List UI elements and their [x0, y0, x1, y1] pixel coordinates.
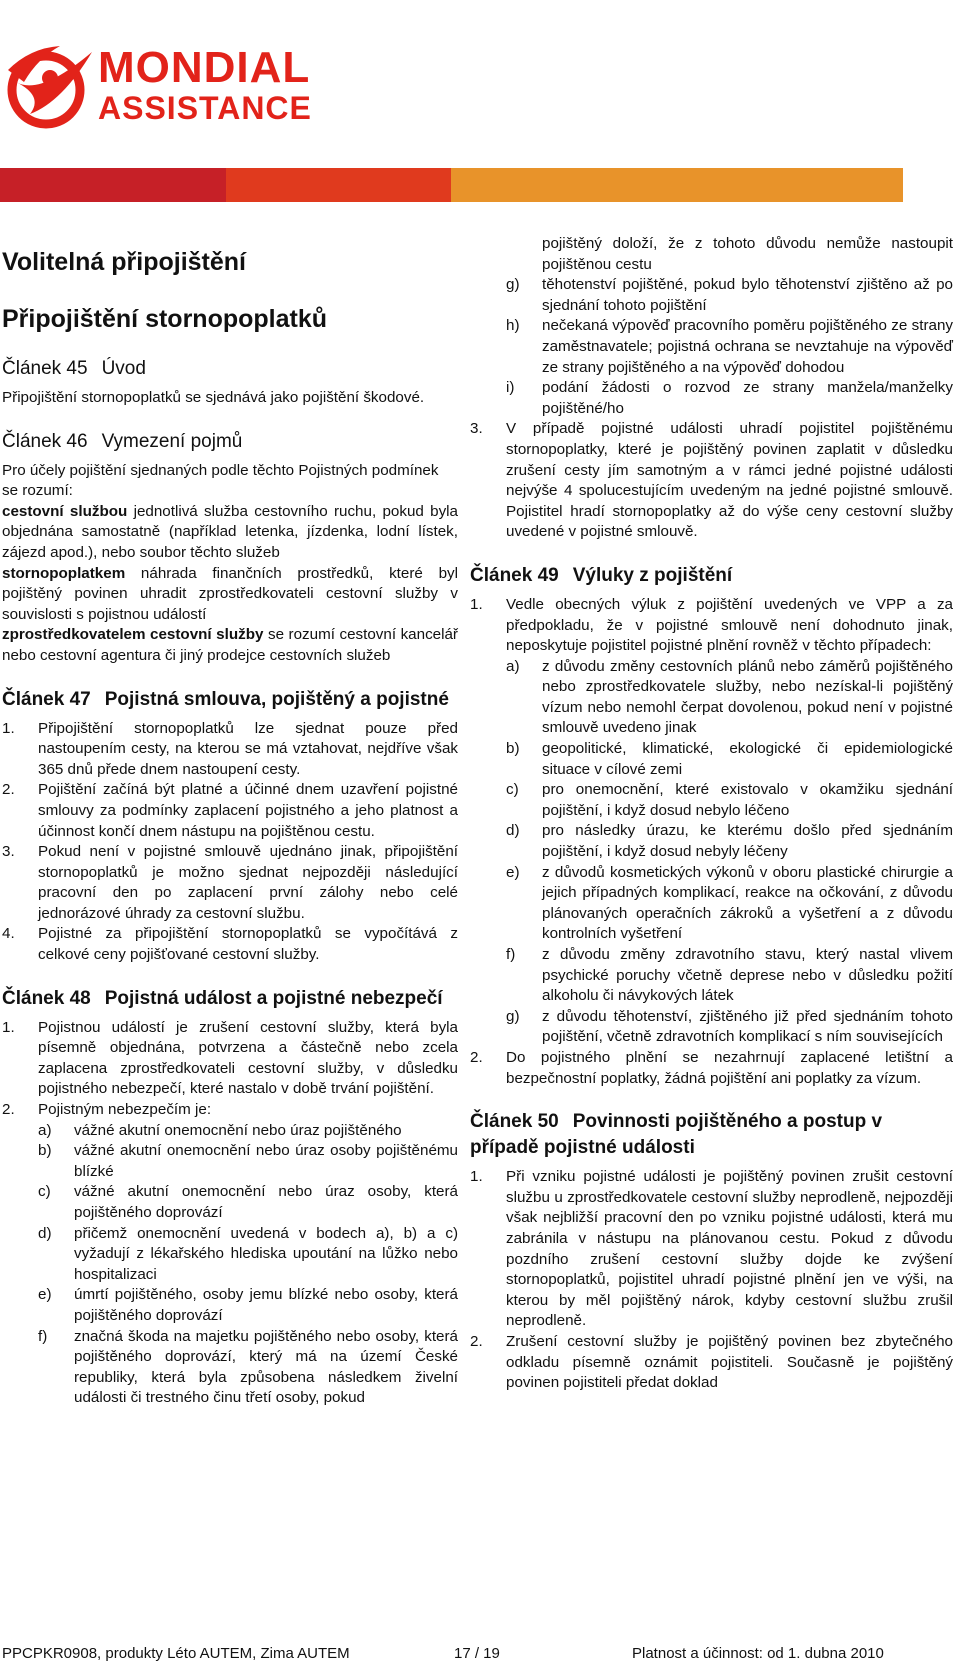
article-number: Článek 48	[2, 987, 91, 1009]
header-band-3	[451, 168, 677, 202]
article-46-heading	[2, 429, 458, 455]
sublist-item-text: vážné akutní onemocnění nebo úraz osoby, která pojištěného doprovází	[74, 1183, 458, 1221]
sublist-marker: g)	[506, 276, 520, 294]
list-item-text: Připojištění stornopoplatků lze sjednat pouze před nastoupením cesty, na kterou se má vztahovat, nejdříve však 365 dnů přede dnem nastoupení cesty.	[38, 719, 458, 778]
sublist-item-text: z důvodů kosmetických výkonů v oboru plastické chirurgie a jejich případných komplikací, reakce na očkování, z důvodu plánovaných operačních zákroků a vyšetření a z důvodu kontrolních vyšetření	[542, 863, 953, 943]
article-number: Článek 49	[470, 564, 559, 586]
list-item	[2, 780, 458, 842]
definition	[2, 564, 458, 626]
footer-validity: Platnost a účinnost: od 1. dubna 2010	[632, 1645, 884, 1662]
list-marker: 1.	[2, 719, 15, 737]
article-title: Vymezení pojmů	[101, 430, 243, 452]
sublist-item	[38, 1121, 458, 1142]
list-item	[2, 924, 458, 965]
article-number: Článek 45	[2, 358, 88, 379]
article-title: Výluky z pojištění	[572, 564, 733, 586]
sublist-marker: e)	[38, 1286, 52, 1304]
sublist-marker: f)	[506, 946, 516, 963]
sublist-marker: c)	[38, 1183, 51, 1201]
sublist-item-text: podání žádosti o rozvod ze strany manžela/manželky pojištěné/ho	[542, 379, 953, 417]
list-item	[2, 719, 458, 781]
sublist-item	[38, 1224, 458, 1286]
list-marker: 3.	[470, 420, 483, 438]
definition-term: cestovní službou	[2, 502, 128, 520]
list-marker: 1.	[470, 1168, 483, 1186]
left-column	[2, 240, 458, 1409]
article-number: Článek 47	[2, 688, 91, 710]
list-item-text: Pojistné za připojištění stornopoplatků se vypočítává z celkové ceny pojišťované cestovní služby.	[38, 925, 458, 964]
sublist-item	[506, 275, 953, 316]
article-49-list	[470, 595, 953, 1089]
sublist-item	[506, 316, 953, 378]
sublist-marker: i)	[506, 379, 515, 397]
sublist-item	[506, 945, 953, 1007]
sublist-item-text: z důvodu změny zdravotního stavu, který nastal vlivem psychické poruchy včetně deprese nebo v důsledku požití alkoholu či návykových látek	[542, 946, 953, 1005]
list-marker: 4.	[2, 925, 15, 943]
article-50-list	[470, 1167, 953, 1394]
continuation-text: pojištěný doloží, že z tohoto důvodu nemůže nastoupit pojištěnou cestu	[542, 235, 953, 273]
sublist-item	[38, 1141, 458, 1182]
definition-text: jednotlivá služba cestovního ruchu, pokud byla objednána samostatně (například letenka, jízdenka, lodní lístek, zájezd apod.), nebo soubor těchto služeb	[2, 502, 458, 561]
article-title: Pojistná smlouva, pojištěný a pojistné	[104, 688, 449, 710]
list-item	[2, 1018, 458, 1100]
subsection-title: Připojištění stornopoplatků	[2, 305, 328, 333]
header-band-2	[226, 168, 451, 202]
sublist-item-text: z důvodu těhotenství, zjištěného již před sjednáním tohoto pojištění, včetně zdravotních komplikací s ním souvisejících	[542, 1007, 953, 1046]
sublist-item-text: nečekaná výpověď pracovního poměru pojištěného ze strany zaměstnavatele; pojistná ochrana se nevztahuje na výpověď ze strany pojištěného a na výpověď dohodou	[542, 317, 953, 376]
list-item	[470, 1048, 953, 1089]
list-item-text: Při vzniku pojistné události je pojištěný povinen zrušit cestovní službu u zprostředkovatele cestovní služby neprodleně, nejpozději však nejbližší pracovní den po vzniku pojistné události, která mu zabránila v nástupu na plánovanou cestu. Pokud z důvodu pozdního zrušení cestovní služby dojde ke zvýšení stornopoplatků, pojistitel uhradí pojistné plnění jen ve výši, na kterou by měl pojištěný nárok, kdyby cestovní službu zrušil neprodleně.	[506, 1168, 953, 1330]
sublist-item	[506, 739, 953, 780]
article-number: Článek 50	[470, 1111, 559, 1133]
sublist-marker: f)	[38, 1327, 48, 1345]
definition	[2, 625, 458, 666]
definition	[2, 502, 458, 564]
sublist-item-text: pro následky úrazu, ke kterému došlo před sjednáním pojištění, i když dosud nebyly léčeny	[542, 822, 953, 861]
list-item-text: V případě pojistné události uhradí pojistitel pojištěnému stornopoplatky, které je pojištěný povinen zaplatit v důsledku zrušení cesty jím samotným a v rámci jedné pojistné události nejvýše 4 spolucestujícím uvedeným na jedné pojistné smlouvě. Pojistitel hradí stornopoplatky až do výše ceny cestovní služby uvedené v pojistné smlouvě.	[506, 420, 953, 541]
article-47-heading	[2, 687, 458, 713]
sublist-marker: c)	[506, 781, 519, 799]
sublist-marker: e)	[506, 863, 520, 881]
sublist-item-text: úmrtí pojištěného, osoby jemu blízké nebo osoby, která pojištěného doprovází	[74, 1286, 458, 1324]
list-item	[2, 842, 458, 924]
hazard-sublist-continued	[506, 275, 953, 419]
right-column	[470, 234, 953, 1394]
sublist-marker: a)	[38, 1121, 52, 1139]
sublist-item	[38, 1285, 458, 1326]
brand-subname: ASSISTANCE	[98, 90, 312, 126]
article-number: Článek 46	[2, 430, 88, 452]
list-item	[470, 595, 953, 1048]
article-48-list-continued	[470, 419, 953, 543]
article-48-list	[2, 1018, 458, 1409]
exclusions-sublist	[506, 657, 953, 1048]
sublist-item	[506, 821, 953, 862]
article-50-heading	[470, 1109, 953, 1161]
article-title: Úvod	[101, 358, 146, 379]
list-marker: 1.	[2, 1018, 15, 1036]
list-marker: 2.	[2, 1101, 15, 1119]
hazard-sublist	[38, 1121, 458, 1409]
list-item-text: Zrušení cestovní služby je pojištěný povinen bez zbytečného odkladu písemně oznámit pojistiteli. Současně je pojištěný povinen pojistiteli předat doklad	[506, 1332, 953, 1392]
sublist-item-text: přičemž onemocnění uvedená v bodech a), b) a c) vyžadují z lékařského hlediska upoutání na lůžko nebo hospitalizaci	[74, 1224, 458, 1283]
list-item-text: Pokud není v pojistné smlouvě ujednáno jinak, připojištění stornopoplatků je možno sjednat nejpozději následující pracovní den po zaplacení první zálohy nebo celé jednorázové úhrady za cestovní službu.	[38, 843, 458, 922]
sublist-item-text: geopolitické, klimatické, ekologické či epidemiologické situace v cílové zemi	[542, 740, 953, 778]
sublist-item	[506, 378, 953, 419]
sublist-item	[506, 657, 953, 739]
article-45-text: Připojištění stornopoplatků se sjednává jako pojištění škodové.	[2, 389, 425, 406]
sublist-item	[506, 863, 953, 945]
sublist-marker: b)	[506, 740, 520, 758]
sublist-item	[506, 780, 953, 821]
article-title: Povinnosti pojištěného a postup v případě pojistné události	[470, 1111, 883, 1159]
sublist-item	[38, 1327, 458, 1409]
footer-page-number: 17 / 19	[454, 1645, 500, 1662]
list-marker: 3.	[2, 843, 15, 861]
list-item-text: Vedle obecných výluk z pojištění uvedených ve VPP a za předpokladu, že v pojistné smlouvě není dohodnuto jinak, neposkytuje pojistitel pojistné plnění rovněž v těchto případech:	[506, 595, 953, 655]
sublist-item	[38, 1182, 458, 1223]
list-item-text: Do pojistného plnění se nezahrnují zaplacené letištní a bezpečnostní poplatky, žádná pojištění ani poplatky za vízum.	[506, 1048, 953, 1087]
section-title: Volitelná připojištění	[2, 248, 247, 276]
definition-text: se rozumí cestovní kancelář nebo cestovní agentura či jiný prodejce cestovních služeb	[2, 626, 458, 664]
sublist-marker: h)	[506, 317, 520, 335]
sublist-item-text: těhotenství pojištěné, pokud bylo těhotenství zjištěno až po sjednání tohoto pojištění	[542, 276, 953, 314]
page-footer	[0, 1644, 960, 1664]
list-marker: 1.	[470, 595, 483, 613]
article-49-heading	[470, 563, 953, 589]
sublist-marker: a)	[506, 657, 520, 675]
definition-term: zprostředkovatelem cestovní služby	[2, 626, 264, 644]
list-item	[2, 1100, 458, 1409]
list-item	[470, 1167, 953, 1332]
list-marker: 2.	[2, 781, 15, 799]
definition-text: náhrada finančních prostředků, které byl pojištěný povinen uhradit zprostředkovateli cestovní služby v souvislosti s pojistnou událostí	[2, 564, 458, 623]
list-item-text: Pojištění začíná být platné a účinné dnem uzavření pojistné smlouvy za podmínky zaplacení pojistného a jeho platnost a účinnost končí dnem nástupu na pojištěnou cestu.	[38, 781, 458, 840]
list-item-text: Pojistným nebezpečím je:	[38, 1101, 212, 1119]
company-logo	[0, 30, 360, 130]
list-marker: 2.	[470, 1048, 483, 1066]
footer-document-code: PPCPKR0908, produkty Léto AUTEM, Zima AUTEM	[2, 1645, 350, 1662]
sublist-marker: d)	[38, 1224, 52, 1242]
sublist-item-text: vážné akutní onemocnění nebo úraz pojištěného	[74, 1121, 402, 1139]
brand-name: MONDIAL	[98, 43, 311, 92]
article-46-intro: Pro účely pojištění sjednaných podle těchto Pojistných podmínek se rozumí:	[2, 461, 439, 500]
sublist-marker: b)	[38, 1142, 52, 1160]
article-title: Pojistná událost a pojistné nebezpečí	[104, 987, 443, 1009]
list-item	[470, 1332, 953, 1394]
header-band-4	[677, 168, 903, 202]
article-47-list	[2, 719, 458, 966]
sublist-marker: g)	[506, 1007, 520, 1025]
sublist-marker: d)	[506, 822, 520, 840]
article-48-heading	[2, 986, 458, 1012]
sublist-item-text: z důvodu změny cestovních plánů nebo záměrů pojištěného nebo zprostředkovatele služby, nebo nezískal-li pojištěný vízum nebo nemohl čerpat dovolenou, pokud není v pojistné smlouvě uvedeno jinak	[542, 657, 953, 737]
header-band-1	[0, 168, 226, 202]
article-45-heading	[2, 356, 458, 382]
list-item	[470, 419, 953, 543]
sublist-item-text: značná škoda na majetku pojištěného nebo osoby, která pojištěného doprovází, který má na území České republiky, která byla způsobena následkem živelní události či trestného činu třetí osoby, pokud	[74, 1327, 458, 1407]
list-marker: 2.	[470, 1332, 483, 1350]
sublist-item	[506, 1007, 953, 1048]
sublist-item-text: vážné akutní onemocnění nebo úraz osoby pojištěnému blízké	[74, 1142, 458, 1180]
definition-term: stornopoplatkem	[2, 564, 126, 582]
list-item-text: Pojistnou událostí je zrušení cestovní služby, která byla písemně objednána, potvrzena a částečně nebo zcela zaplacena zprostředkovateli cestovní služby, v důsledku pojistného nebezpečí, které nastalo v době trvání pojištění.	[38, 1018, 458, 1098]
sublist-item-text: pro onemocnění, které existovalo v okamžiku sjednání pojištění, i když dosud nebylo léčeno	[542, 781, 953, 819]
